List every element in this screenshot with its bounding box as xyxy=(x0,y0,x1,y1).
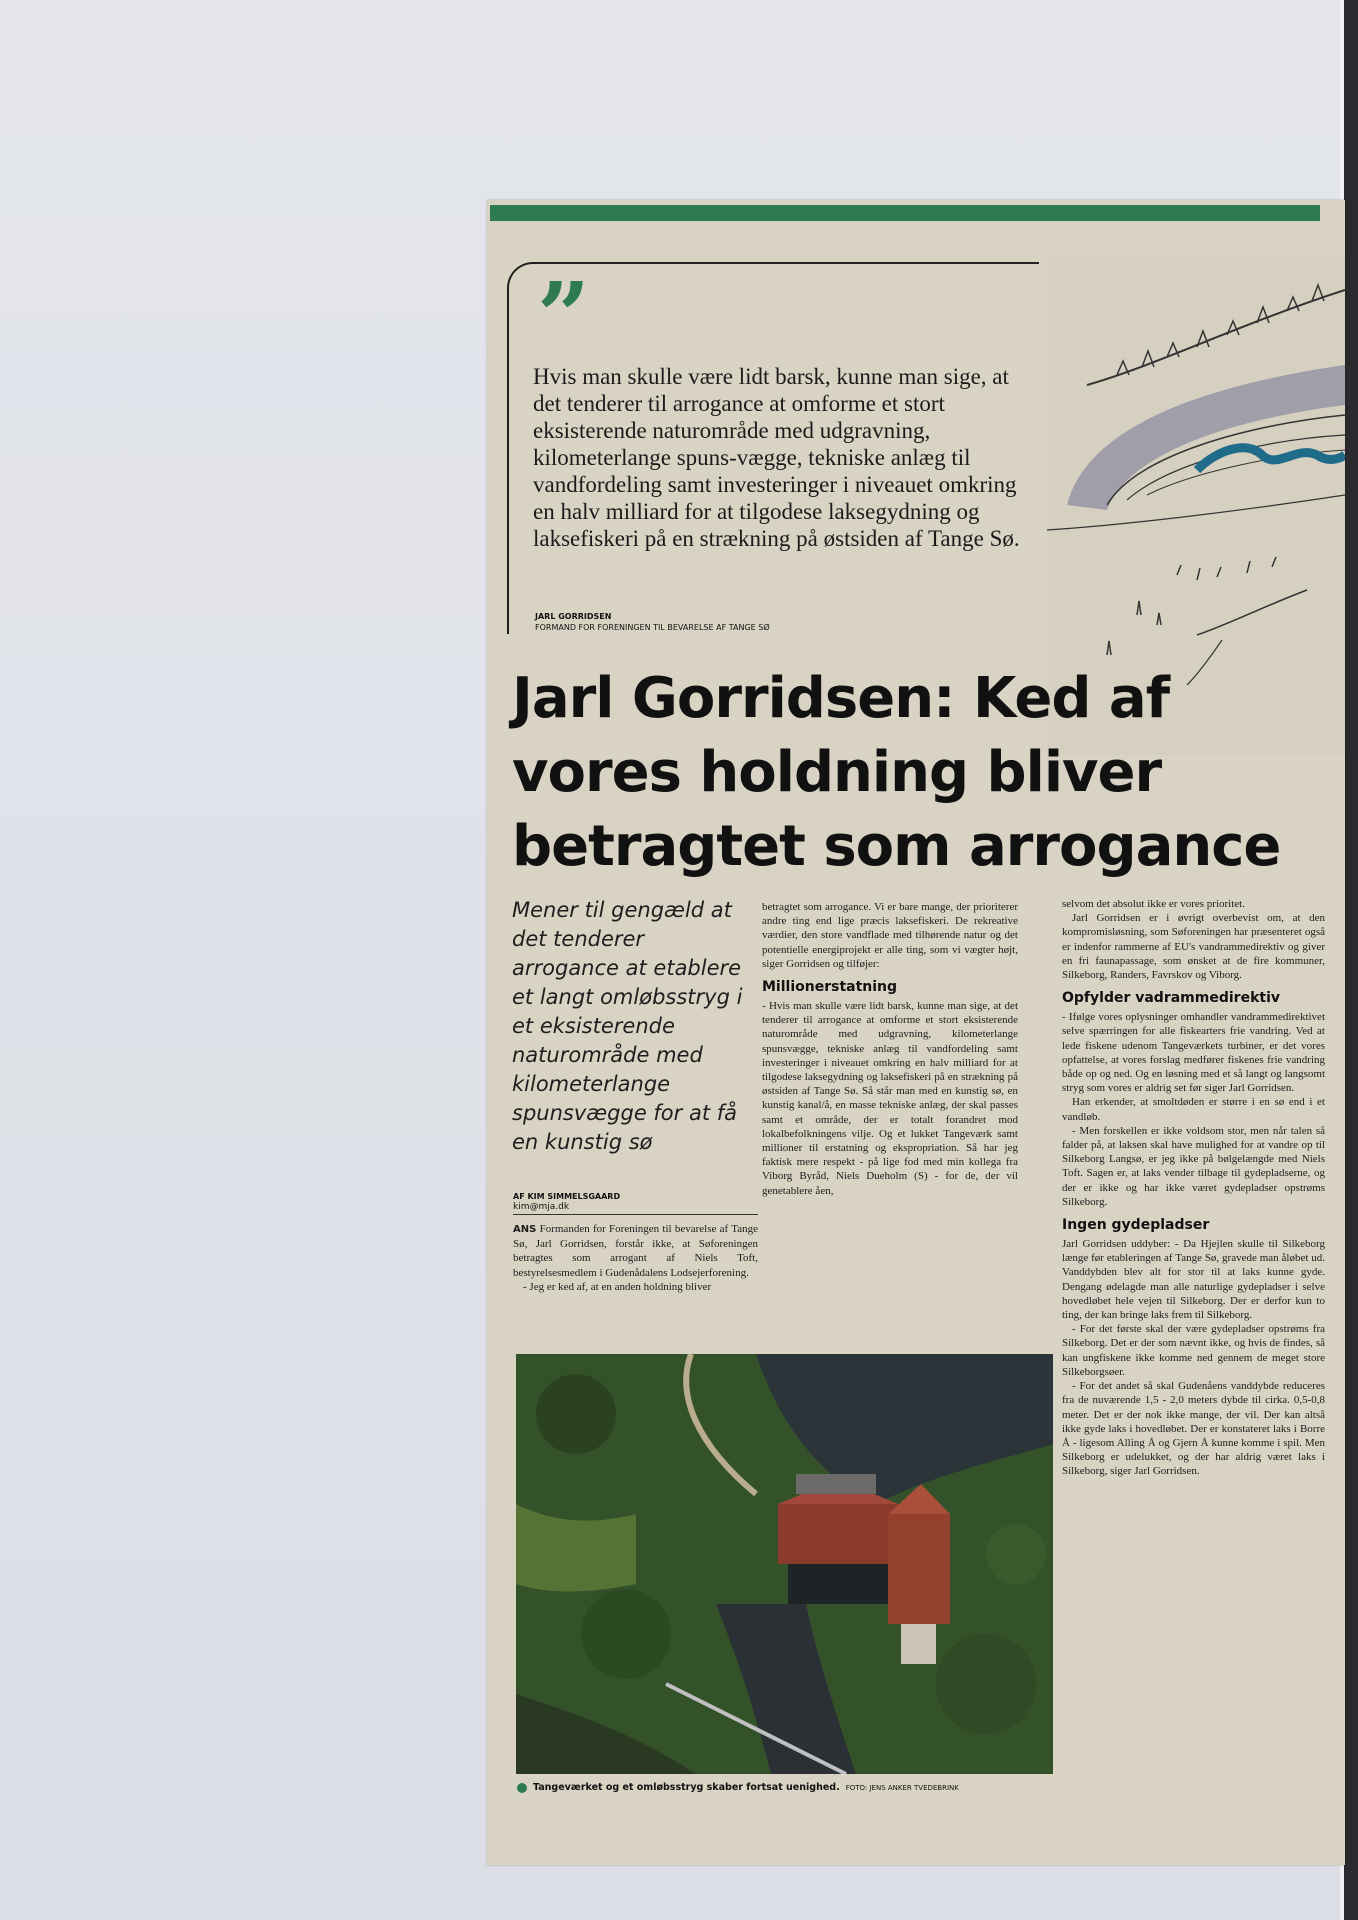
article-paragraph-text: Formanden for Foreningen til bevarelse af Tange Sø, Jarl Gorridsen, forstår ikke, at Søforeningen betragtes som arrogant af Niels Toft, bestyrelsesmedlem i Gudenådalens Lodsejerforening. xyxy=(513,1223,759,1279)
pull-quote-text: Hvis man skulle være lidt barsk, kunne man sige, at det tenderer til arrogance at omforme et stort eksisterende naturområde med udgravning, kilometerlange spuns-vægge, tekniske anlæg til vandfordeling samt investeringer i niveauet omkring en halv milliard for at tilgodese laksegydning og laksefiskeri på en strækning på østsiden af Tange Sø. xyxy=(533,364,1020,551)
article-paragraph: - For det første skal der være gydepladser opstrøms fra Silkeborg. Det er der som nævnt ikke, og hvis de findes, så kan ungfiskene ikke komme ned gennem de meget store Silkeborgsøer. xyxy=(1062,1323,1325,1378)
green-header-bar xyxy=(490,205,1320,221)
article-column-1 xyxy=(513,1222,758,1294)
byline-divider xyxy=(513,1214,758,1215)
photo-caption xyxy=(517,1782,1057,1793)
subheading: Opfylder vadrammedirektiv xyxy=(1062,990,1280,1007)
article-column-2 xyxy=(762,900,1018,1198)
photo-credit: FOTO: JENS ANKER TVEDEBRINK xyxy=(845,1784,959,1792)
article-paragraph xyxy=(513,1222,758,1280)
article-paragraph: selvom det absolut ikke er vores prioritet. xyxy=(1062,898,1245,910)
article-paragraph: Han erkender, at smoltdøden er større i en sø end i et vandløb. xyxy=(1062,1096,1325,1123)
caption-bullet-icon xyxy=(517,1783,527,1793)
scanner-edge xyxy=(1344,0,1358,1920)
byline-author: AF KIM SIMMELSGAARD xyxy=(513,1192,621,1201)
article-paragraph: - Hvis man skulle være lidt barsk, kunne man sige, at det tenderer til arrogance at omforme et stort eksisterende naturområde med udgravning, kilometerlange spunsvægge, tekniske anlæg til vandfordeling samt investeringer i niveauet omkring en halv milliard for at tilgodese laksegydning og laksefiskeri på en strækning på østsiden af Tange Sø. Så står man med en kunstig sø, en kunstig kanal/å, en masse tekniske anlæg, der skal passes samt et område, der er totalt forandret mod lokalbefolkningens vilje. Og et lukket Tangeværk samt millioner til erstatning og ekspropriation. Så har jeg faktisk mere respekt - på lige fod med min kollega fra Viborg Byråd, Niels Dueholm (S) - for de, der vil genetablere åen, xyxy=(762,1000,1018,1197)
article-paragraph: - For det andet så skal Gudenåens vanddybde reduceres fra de nuværende 1,5 - 2,0 meters dybde til cirka. 0,5-0,8 meter. Det er der nok ikke mange, der vil. Der kan altså ikke gyde laks i hovedløbet. Der er konstateret laks i Borre Å - ligesom Alling Å og Gjern Å kunne komme i spil. Men Silkeborg er udelukket, og der har aldrig været laks i Silkeborg, siger Jarl Gorridsen. xyxy=(1062,1380,1325,1478)
caption-text: Tangeværket og et omløbsstryg skaber fortsat uenighed. xyxy=(533,1782,840,1793)
aerial-photo-illustration xyxy=(516,1354,1053,1774)
headline: Jarl Gorridsen: Ked af vores holdning bliver betragtet som arrogance xyxy=(512,666,1281,879)
article-paragraph: Jarl Gorridsen er i øvrigt overbevist om, at den kompromisløsning, som Søforeningen har præsenteret også er indenfor rammerne af EU's vandrammedirektiv og giver en fri faunapassage, som ønsket at de fire kommuner, Silkeborg, Randers, Favrskov og Viborg. xyxy=(1062,912,1325,982)
article-paragraph: - Men forskellen er ikke voldsom stor, men når talen så falder på, at laksen skal have mulighed for at vandre op til Silkeborg Langsø, er jeg ikke på bølgelængde med Niels Toft. Sagen er, at laks vender tilbage til gydepladserne, og der er ikke og har ikke været gydepladser opstrøms Silkeborg. xyxy=(1062,1124,1325,1208)
quote-attribution-name: JARL GORRIDSEN xyxy=(535,612,612,621)
intro-text: Mener til gengæld at det tenderer arrogance at etablere et langt omløbsstryg i et eksisterende naturområde med kilometerlange spunsvægge for at få en kunstig sø xyxy=(512,898,743,1154)
subheading: Millionerstatning xyxy=(762,979,898,996)
newspaper-clipping xyxy=(487,200,1345,1865)
quote-attribution-role: FORMAND FOR FORENINGEN TIL BEVARELSE AF TANGE SØ xyxy=(535,623,770,632)
quote-mark: ” xyxy=(537,262,590,370)
article-paragraph: - Ifølge vores oplysninger omhandler vandrammedirektivet selve spærringen for alle fiskearters frie vandring. Ved at lede fiskene udenom Tangeværkets turbiner, er det vores opfattelse, at vores forslag medfører fiskenes frie vandring både op og ned. Og en løsning med et så langt og langsomt stryg som vores er aldrig set før siger Jarl Gorridsen. xyxy=(1062,1011,1325,1095)
article-paragraph: betragtet som arrogance. Vi er bare mange, der prioriterer andre ting end lige præcis laksefiskeri. De rekreative værdier, den store vandflade med tilhørende natur og det potentielle energiprojekt er alle ting, som vi vægter højt, siger Gorridsen og tilføjer: xyxy=(762,901,1018,970)
lead-tag: ANS xyxy=(513,1224,537,1235)
article-paragraph: - Jeg er ked af, at en anden holdning bliver xyxy=(523,1280,712,1293)
subheading: Ingen gydepladser xyxy=(1062,1217,1210,1234)
article-paragraph: Jarl Gorridsen uddyber: - Da Hjejlen skulle til Silkeborg længe før etableringen af Tange Sø, gravede man åløbet ud. Vanddybden blev alt for stor til at laks kunne gyde. Dengang ødelagde man alle naturlige gydepladser i selve hovedløbet hele vejen til Silkeborg. Der er derfor kun to ting, der kan bringe laks frem til Silkeborg. xyxy=(1062,1238,1325,1322)
aerial-photo xyxy=(516,1354,1053,1774)
article-column-3 xyxy=(1062,897,1325,1479)
byline-email: kim@mja.dk xyxy=(513,1202,570,1212)
